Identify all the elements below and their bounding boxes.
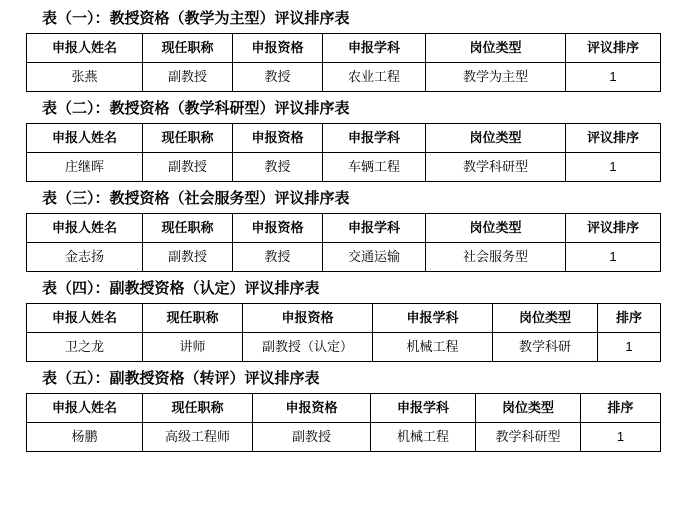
table-cell: 副教授 [143,153,233,182]
table-section [0,6,687,92]
column-header: 申报学科 [323,124,426,153]
table-cell: 张燕 [27,63,143,92]
table-cell: 1 [566,243,661,272]
column-header: 申报学科 [323,34,426,63]
sections-container [0,6,687,452]
table-cell: 讲师 [143,333,243,362]
table-cell: 副教授（认定） [243,333,373,362]
table-cell: 1 [566,153,661,182]
ranking-table [26,303,661,362]
table-cell: 高级工程师 [143,423,253,452]
table-cell: 1 [581,423,661,452]
table-cell: 农业工程 [323,63,426,92]
table-cell: 社会服务型 [426,243,566,272]
column-header: 申报人姓名 [27,304,143,333]
table-cell: 杨鹏 [27,423,143,452]
ranking-table [26,123,661,182]
table-cell: 交通运输 [323,243,426,272]
table-cell: 副教授 [143,63,233,92]
table-header-row [27,34,661,63]
table-cell: 教学科研型 [476,423,581,452]
table-section [0,186,687,272]
column-header: 申报资格 [233,124,323,153]
column-header: 申报资格 [253,394,371,423]
table-row [27,63,661,92]
table-cell: 机械工程 [373,333,493,362]
section-title: 表（二）：教授资格（教学科研型）评议排序表 [42,100,350,117]
column-header: 申报资格 [243,304,373,333]
column-header: 申报资格 [233,214,323,243]
table-header-row [27,304,661,333]
column-header: 申报学科 [323,214,426,243]
column-header: 申报学科 [371,394,476,423]
section-title: 表（四）：副教授资格（认定）评议排序表 [42,280,320,297]
table-header-row [27,394,661,423]
column-header: 评议排序 [566,214,661,243]
table-section [0,366,687,452]
ranking-table [26,213,661,272]
column-header: 排序 [598,304,661,333]
table-row [27,243,661,272]
table-cell: 副教授 [143,243,233,272]
ranking-table [26,33,661,92]
column-header: 评议排序 [566,34,661,63]
table-cell: 教学科研 [493,333,598,362]
column-header: 现任职称 [143,124,233,153]
table-row [27,333,661,362]
column-header: 排序 [581,394,661,423]
section-title: 表（五）：副教授资格（转评）评议排序表 [42,370,320,387]
table-row [27,153,661,182]
table-cell: 卫之龙 [27,333,143,362]
table-section [0,96,687,182]
column-header: 岗位类型 [426,124,566,153]
table-section [0,276,687,362]
table-cell: 教学科研型 [426,153,566,182]
column-header: 岗位类型 [426,214,566,243]
table-cell: 副教授 [253,423,371,452]
column-header: 现任职称 [143,304,243,333]
column-header: 申报人姓名 [27,124,143,153]
table-cell: 教授 [233,153,323,182]
column-header: 岗位类型 [493,304,598,333]
column-header: 岗位类型 [426,34,566,63]
table-cell: 1 [566,63,661,92]
table-cell: 教学为主型 [426,63,566,92]
table-cell: 车辆工程 [323,153,426,182]
table-cell: 金志扬 [27,243,143,272]
ranking-table [26,393,661,452]
column-header: 现任职称 [143,214,233,243]
table-row [27,423,661,452]
column-header: 现任职称 [143,394,253,423]
table-cell: 教授 [233,63,323,92]
table-cell: 教授 [233,243,323,272]
table-cell: 1 [598,333,661,362]
column-header: 申报人姓名 [27,214,143,243]
table-cell: 庄继晖 [27,153,143,182]
column-header: 申报资格 [233,34,323,63]
column-header: 申报人姓名 [27,394,143,423]
column-header: 评议排序 [566,124,661,153]
table-header-row [27,214,661,243]
column-header: 现任职称 [143,34,233,63]
column-header: 岗位类型 [476,394,581,423]
column-header: 申报学科 [373,304,493,333]
section-title: 表（一）：教授资格（教学为主型）评议排序表 [42,10,350,27]
column-header: 申报人姓名 [27,34,143,63]
table-header-row [27,124,661,153]
table-cell: 机械工程 [371,423,476,452]
section-title: 表（三）：教授资格（社会服务型）评议排序表 [42,190,350,207]
